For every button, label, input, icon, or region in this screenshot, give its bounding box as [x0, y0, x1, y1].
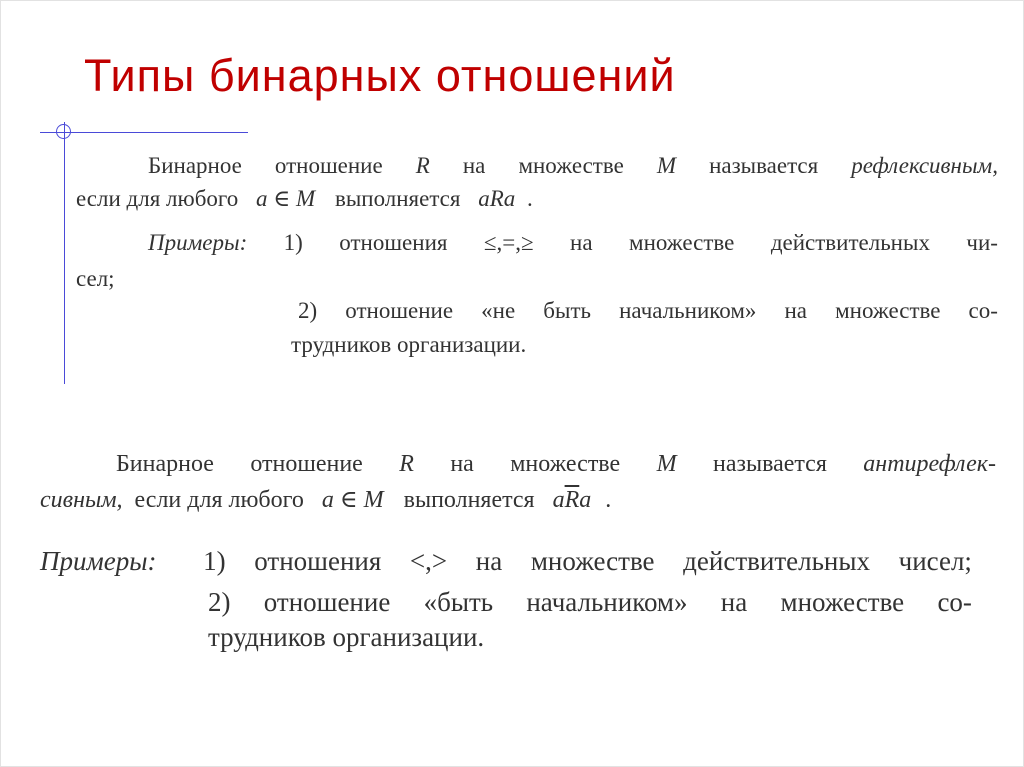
word: 2) [208, 587, 231, 617]
formula-a-in-M: a ∈ M [256, 186, 316, 211]
text-fragment: трудников организации. [291, 332, 527, 357]
word: множестве [780, 587, 905, 617]
word: отношение [263, 587, 391, 617]
formula-variable: a [552, 487, 565, 513]
margin-horizontal-line [40, 132, 248, 133]
antireflexive-example-2-cont [208, 624, 484, 651]
word: быть [543, 298, 591, 323]
antireflexive-example-1 [40, 548, 972, 575]
word: называется [709, 153, 819, 178]
word: на [720, 587, 748, 617]
word: множестве [518, 153, 624, 178]
word: начальником» [526, 587, 688, 617]
text-fragment: выполняется [334, 186, 461, 211]
text-fragment: выполняется [403, 487, 535, 513]
relation-symbols: ≤,=,≥ [483, 230, 534, 255]
word: отношения [339, 230, 448, 255]
reflexive-def-line-1 [148, 154, 998, 177]
word: действительных [770, 230, 930, 255]
word: множестве [629, 230, 735, 255]
set-symbol: M [656, 153, 677, 178]
word: на [462, 153, 486, 178]
formula-a-in-M: a ∈ M [321, 487, 384, 513]
word: множестве [510, 451, 621, 477]
word: отношения [254, 546, 382, 576]
word: со- [968, 298, 998, 323]
word: со- [937, 587, 972, 617]
reflexive-example-2-cont [291, 333, 526, 356]
term-antireflexive-cont: сивным, [40, 487, 123, 513]
word: на [450, 451, 474, 477]
word: Бинарное [116, 451, 214, 477]
word: чи- [966, 230, 998, 255]
word: множестве [530, 546, 655, 576]
negated-relation-symbol: $\overline{R}$ [564, 487, 580, 513]
relation-symbols: <,> [409, 546, 448, 576]
word: «не [481, 298, 516, 323]
text-fragment: если для любого [76, 186, 239, 211]
formula-a-not-R-a [553, 487, 592, 513]
antireflexive-def-line-2 [40, 488, 611, 512]
word: начальником» [619, 298, 757, 323]
word: «быть [423, 587, 494, 617]
term-antireflexive: антирефлек- [863, 451, 996, 477]
formula-aRa: aRa [478, 186, 516, 211]
formula-variable: a [579, 487, 592, 513]
word: чисел; [898, 546, 972, 576]
antireflexive-example-2 [208, 589, 972, 616]
set-symbol: M [656, 451, 677, 477]
word: на [570, 230, 593, 255]
examples-label: Примеры: [40, 546, 157, 576]
text-fragment: сел; [76, 266, 115, 291]
relation-symbol: R [399, 451, 414, 477]
margin-vertical-line [64, 122, 65, 384]
word: 1) [283, 230, 303, 255]
margin-circle-mark [56, 124, 71, 139]
punctuation: . [527, 186, 533, 211]
antireflexive-def-line-1 [116, 452, 996, 476]
reflexive-example-1-cont [76, 267, 115, 290]
word: 1) [203, 546, 226, 576]
word: действительных [683, 546, 870, 576]
word: на [475, 546, 503, 576]
reflexive-example-1 [148, 231, 998, 254]
word: Бинарное [148, 153, 242, 178]
word: отношение [274, 153, 383, 178]
word: называется [712, 451, 827, 477]
relation-symbol: R [415, 153, 430, 178]
text-fragment: трудников организации. [208, 622, 485, 652]
reflexive-example-2 [298, 299, 998, 322]
word: 2) [298, 298, 318, 323]
word: множестве [835, 298, 941, 323]
punctuation: . [605, 487, 612, 513]
examples-label: Примеры: [148, 230, 248, 255]
word: отношение [345, 298, 454, 323]
term-reflexive: рефлексивным, [851, 153, 998, 178]
word: отношение [250, 451, 363, 477]
slide-title: Типы бинарных отношений [84, 50, 676, 101]
word: на [784, 298, 807, 323]
text-fragment: если для любого [134, 487, 304, 513]
reflexive-def-line-2 [76, 187, 533, 210]
